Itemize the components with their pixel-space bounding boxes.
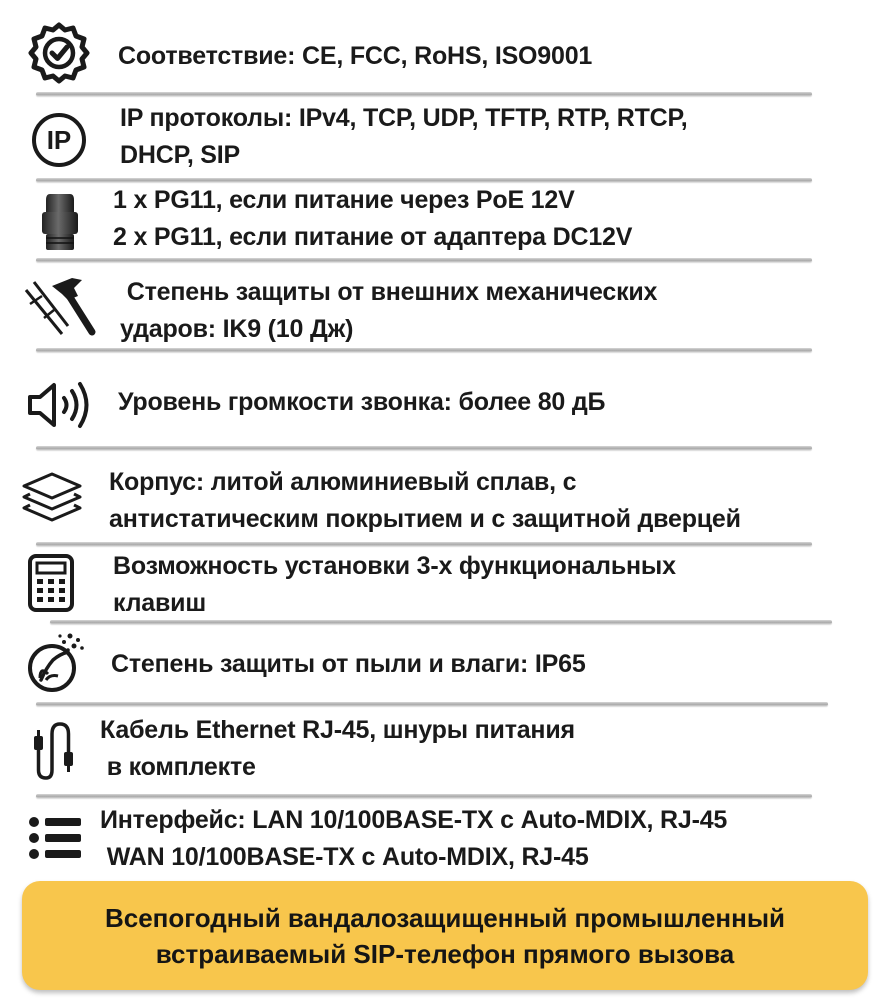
- feature-cables-included: [0, 706, 875, 792]
- feature-text: Соответствие: CE, FCC, RoHS, ISO9001: [118, 42, 593, 70]
- feature-text: Кабель Ethernet RJ-45, шнуры питания в комплекте: [100, 716, 575, 781]
- feature-text: Степень защиты от внешних механических ударов: IK9 (10 Дж): [120, 278, 658, 343]
- feature-impact-protection: [0, 262, 875, 348]
- feature-ingress-protection: [0, 624, 875, 700]
- feature-cable-gland: [0, 182, 875, 258]
- svg-text:IP: IP: [46, 125, 72, 155]
- banner-line: Всепогодный вандалозащищенный промышленный: [104, 902, 786, 933]
- list-icon: [28, 816, 84, 860]
- certified-badge-icon: [28, 22, 90, 84]
- feature-text: Степень защиты от пыли и влаги: IP65: [111, 650, 586, 678]
- feature-text: 1 x PG11, если питание через PoE 12V 2 x PG11, если питание от адаптера DC12V: [113, 186, 633, 251]
- feature-function-keys: [0, 546, 875, 622]
- banner-line: встраиваемый SIP-телефон прямого вызова: [155, 938, 735, 969]
- keypad-icon: [28, 554, 74, 612]
- feature-interface: [0, 798, 875, 878]
- product-banner: [22, 881, 868, 990]
- feature-ip-protocols: [0, 96, 875, 178]
- cable-gland-icon: [38, 192, 82, 252]
- ip-circle-icon: [31, 112, 87, 168]
- feature-housing: [0, 450, 875, 542]
- feature-text: Корпус: литой алюминиевый сплав, с антистатическим покрытием и с защитной дверцей: [109, 468, 741, 533]
- layers-icon: [20, 470, 84, 522]
- speaker-volume-icon: [26, 380, 94, 430]
- feature-text: Интерфейс: LAN 10/100BASE-TX с Auto-MDIX, RJ-45 WAN 10/100BASE-TX с Auto-MDIX, RJ-45: [100, 806, 728, 871]
- cable-icon: [26, 720, 82, 782]
- dust-water-shield-icon: [22, 630, 88, 696]
- feature-text: IP протоколы: IPv4, TCP, UDP, TFTP, RTP, RTCP, DHCP, SIP: [120, 104, 688, 169]
- hammer-glass-icon: [22, 274, 98, 338]
- feature-certification: [0, 0, 875, 92]
- feature-text: Уровень громкости звонка: более 80 дБ: [118, 388, 606, 416]
- feature-text: Возможность установки 3-х функциональных клавиш: [113, 552, 676, 617]
- feature-ring-volume: [0, 352, 875, 444]
